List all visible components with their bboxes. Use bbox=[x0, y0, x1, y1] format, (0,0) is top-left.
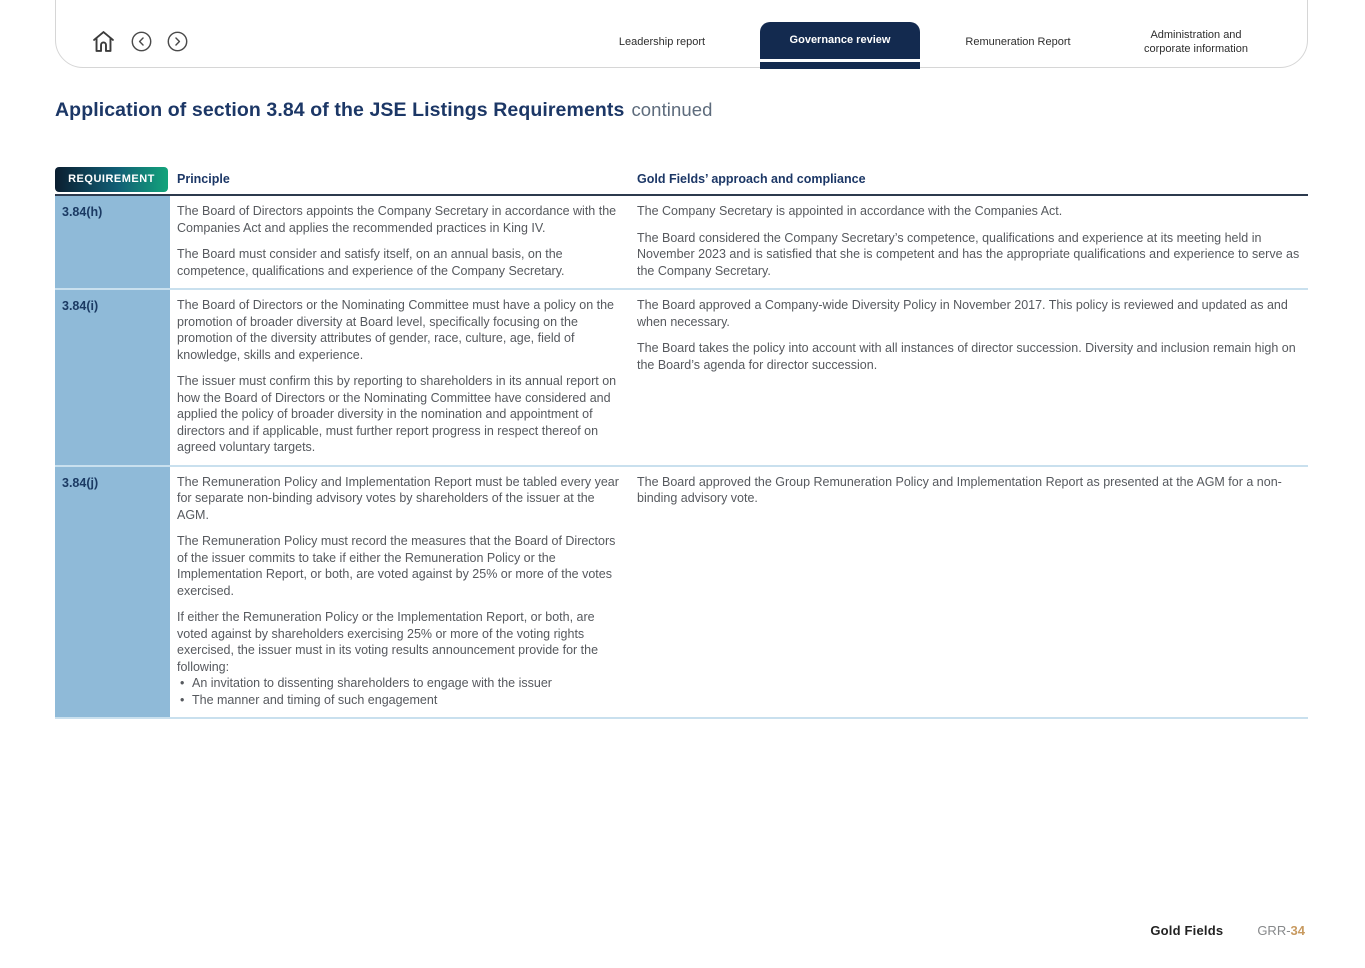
nav-tab-label: Remuneration Report bbox=[965, 35, 1071, 48]
paragraph: The Board of Directors or the Nominating Committee must have a policy on the promotion of broader diversity at Board level, specifically focusing on the promotion of the diversity attributes of gender, race, culture, age, field of knowledge, skills and experience. bbox=[177, 298, 615, 362]
table-body bbox=[55, 196, 1308, 719]
paragraph: The Board takes the policy into account with all instances of director succession. Diversity and inclusion remain high on the Board’s agenda for director succession. bbox=[637, 341, 1296, 372]
principle-cell bbox=[170, 467, 630, 718]
bullet-list bbox=[177, 675, 626, 708]
paragraph: The Board of Directors appoints the Company Secretary in accordance with the Companies Act and applies the recommended practices in King IV. bbox=[177, 204, 617, 235]
footer-brand: Gold Fields bbox=[1150, 923, 1224, 938]
nav-tab-label: Administration and corporate information bbox=[1144, 28, 1248, 55]
chevron-right-circle-icon bbox=[166, 30, 189, 56]
paragraph: The Board approved the Group Remuneration Policy and Implementation Report as presented at the AGM for a non-binding advisory vote. bbox=[637, 474, 1282, 505]
approach-cell bbox=[630, 467, 1308, 718]
footer-page-num: 34 bbox=[1290, 923, 1305, 938]
next-page-button[interactable] bbox=[166, 30, 189, 56]
column-header-approach: Gold Fields’ approach and compliance bbox=[637, 172, 866, 186]
requirement-cell bbox=[55, 196, 170, 288]
nav-tab-box bbox=[1127, 28, 1265, 57]
previous-page-button[interactable] bbox=[130, 30, 153, 56]
footer-page-prefix: GRR- bbox=[1257, 923, 1291, 938]
requirements-table bbox=[55, 165, 1308, 719]
bullet-item: • The manner and timing of such engagement bbox=[177, 692, 626, 709]
tab-leadership-report[interactable] bbox=[573, 14, 751, 70]
table-row bbox=[55, 196, 1308, 290]
requirement-cell bbox=[55, 290, 170, 465]
paragraph: The Board considered the Company Secretary’s competence, qualifications and experience at its meeting held in November 2023 and is satisfied that she is competent and has the appropriate qualifications and experience to serve as the Company Secretary. bbox=[637, 230, 1300, 278]
home-button[interactable] bbox=[90, 28, 117, 58]
paragraph: The Board must consider and satisfy itself, on an annual basis, on the competence, qualifications and experience of the Company Secretary. bbox=[177, 247, 565, 278]
requirement-badge-wrap bbox=[55, 167, 170, 192]
tab-remuneration-report[interactable] bbox=[929, 14, 1107, 70]
paragraph: The Remuneration Policy and Implementation Report must be tabled every year for separate non-binding advisory votes by shareholders of the issuer at the AGM. bbox=[177, 474, 619, 522]
approach-cell bbox=[630, 196, 1308, 288]
table-header-row bbox=[55, 165, 1308, 196]
principle-cell bbox=[170, 290, 630, 465]
paragraph: The Board approved a Company-wide Diversity Policy in November 2017. This policy is reviewed and updated as and when necessary. bbox=[637, 298, 1288, 329]
requirement-number: 3.84(i) bbox=[62, 299, 99, 313]
requirement-number: 3.84(j) bbox=[62, 475, 99, 490]
page-title-main: Application of section 3.84 of the JSE Listings Requirements bbox=[55, 99, 625, 121]
nav-tab-box bbox=[965, 35, 1070, 49]
paragraph: The Remuneration Policy must record the measures that the Board of Directors of the issuer commits to take if either the Remuneration Policy or the Implementation Report, or both, are voted against by 25% or more of the votes exercised. bbox=[177, 534, 616, 598]
paragraph: The issuer must confirm this by reporting to shareholders in its annual report on how the Board of Directors or the Nominating Committee have considered and applied the policy of broader diversity in the nomination and appointment of directors and if applicable, must further report progress in respect thereof on agreed voluntary targets. bbox=[177, 374, 617, 454]
column-header-principle: Principle bbox=[177, 172, 230, 186]
table-row bbox=[55, 467, 1308, 720]
page-footer bbox=[1150, 923, 1305, 938]
requirement-badge: REQUIREMENT bbox=[55, 167, 168, 192]
footer-page-number bbox=[1257, 923, 1305, 938]
nav-tab-box bbox=[760, 22, 920, 59]
tab-administration-and-corporate-information[interactable] bbox=[1107, 14, 1285, 70]
tab-governance-review[interactable] bbox=[751, 14, 929, 70]
chevron-left-circle-icon bbox=[130, 30, 153, 56]
requirement-cell bbox=[55, 467, 170, 718]
requirement-number: 3.84(h) bbox=[62, 205, 103, 219]
page-title bbox=[55, 99, 713, 122]
home-icon bbox=[90, 28, 117, 58]
bullet-item: • An invitation to dissenting shareholders to engage with the issuer bbox=[177, 675, 626, 692]
nav-tab-label: Governance review bbox=[789, 34, 891, 47]
approach-cell bbox=[630, 290, 1308, 465]
principle-cell bbox=[170, 196, 630, 288]
nav-tabs bbox=[573, 14, 1285, 70]
paragraph: If either the Remuneration Policy or the Implementation Report, or both, are voted against by shareholders exercising 25% or more of the voting rights exercised, the issuer must in its voting results announcement provide for the following: bbox=[177, 610, 599, 674]
page-title-suffix: continued bbox=[631, 99, 713, 120]
nav-tab-box bbox=[619, 35, 705, 49]
nav-tab-label: Leadership report bbox=[618, 35, 706, 48]
header-navigation-icons bbox=[90, 26, 189, 60]
paragraph: The Company Secretary is appointed in accordance with the Companies Act. bbox=[637, 204, 1063, 218]
table-row bbox=[55, 290, 1308, 467]
